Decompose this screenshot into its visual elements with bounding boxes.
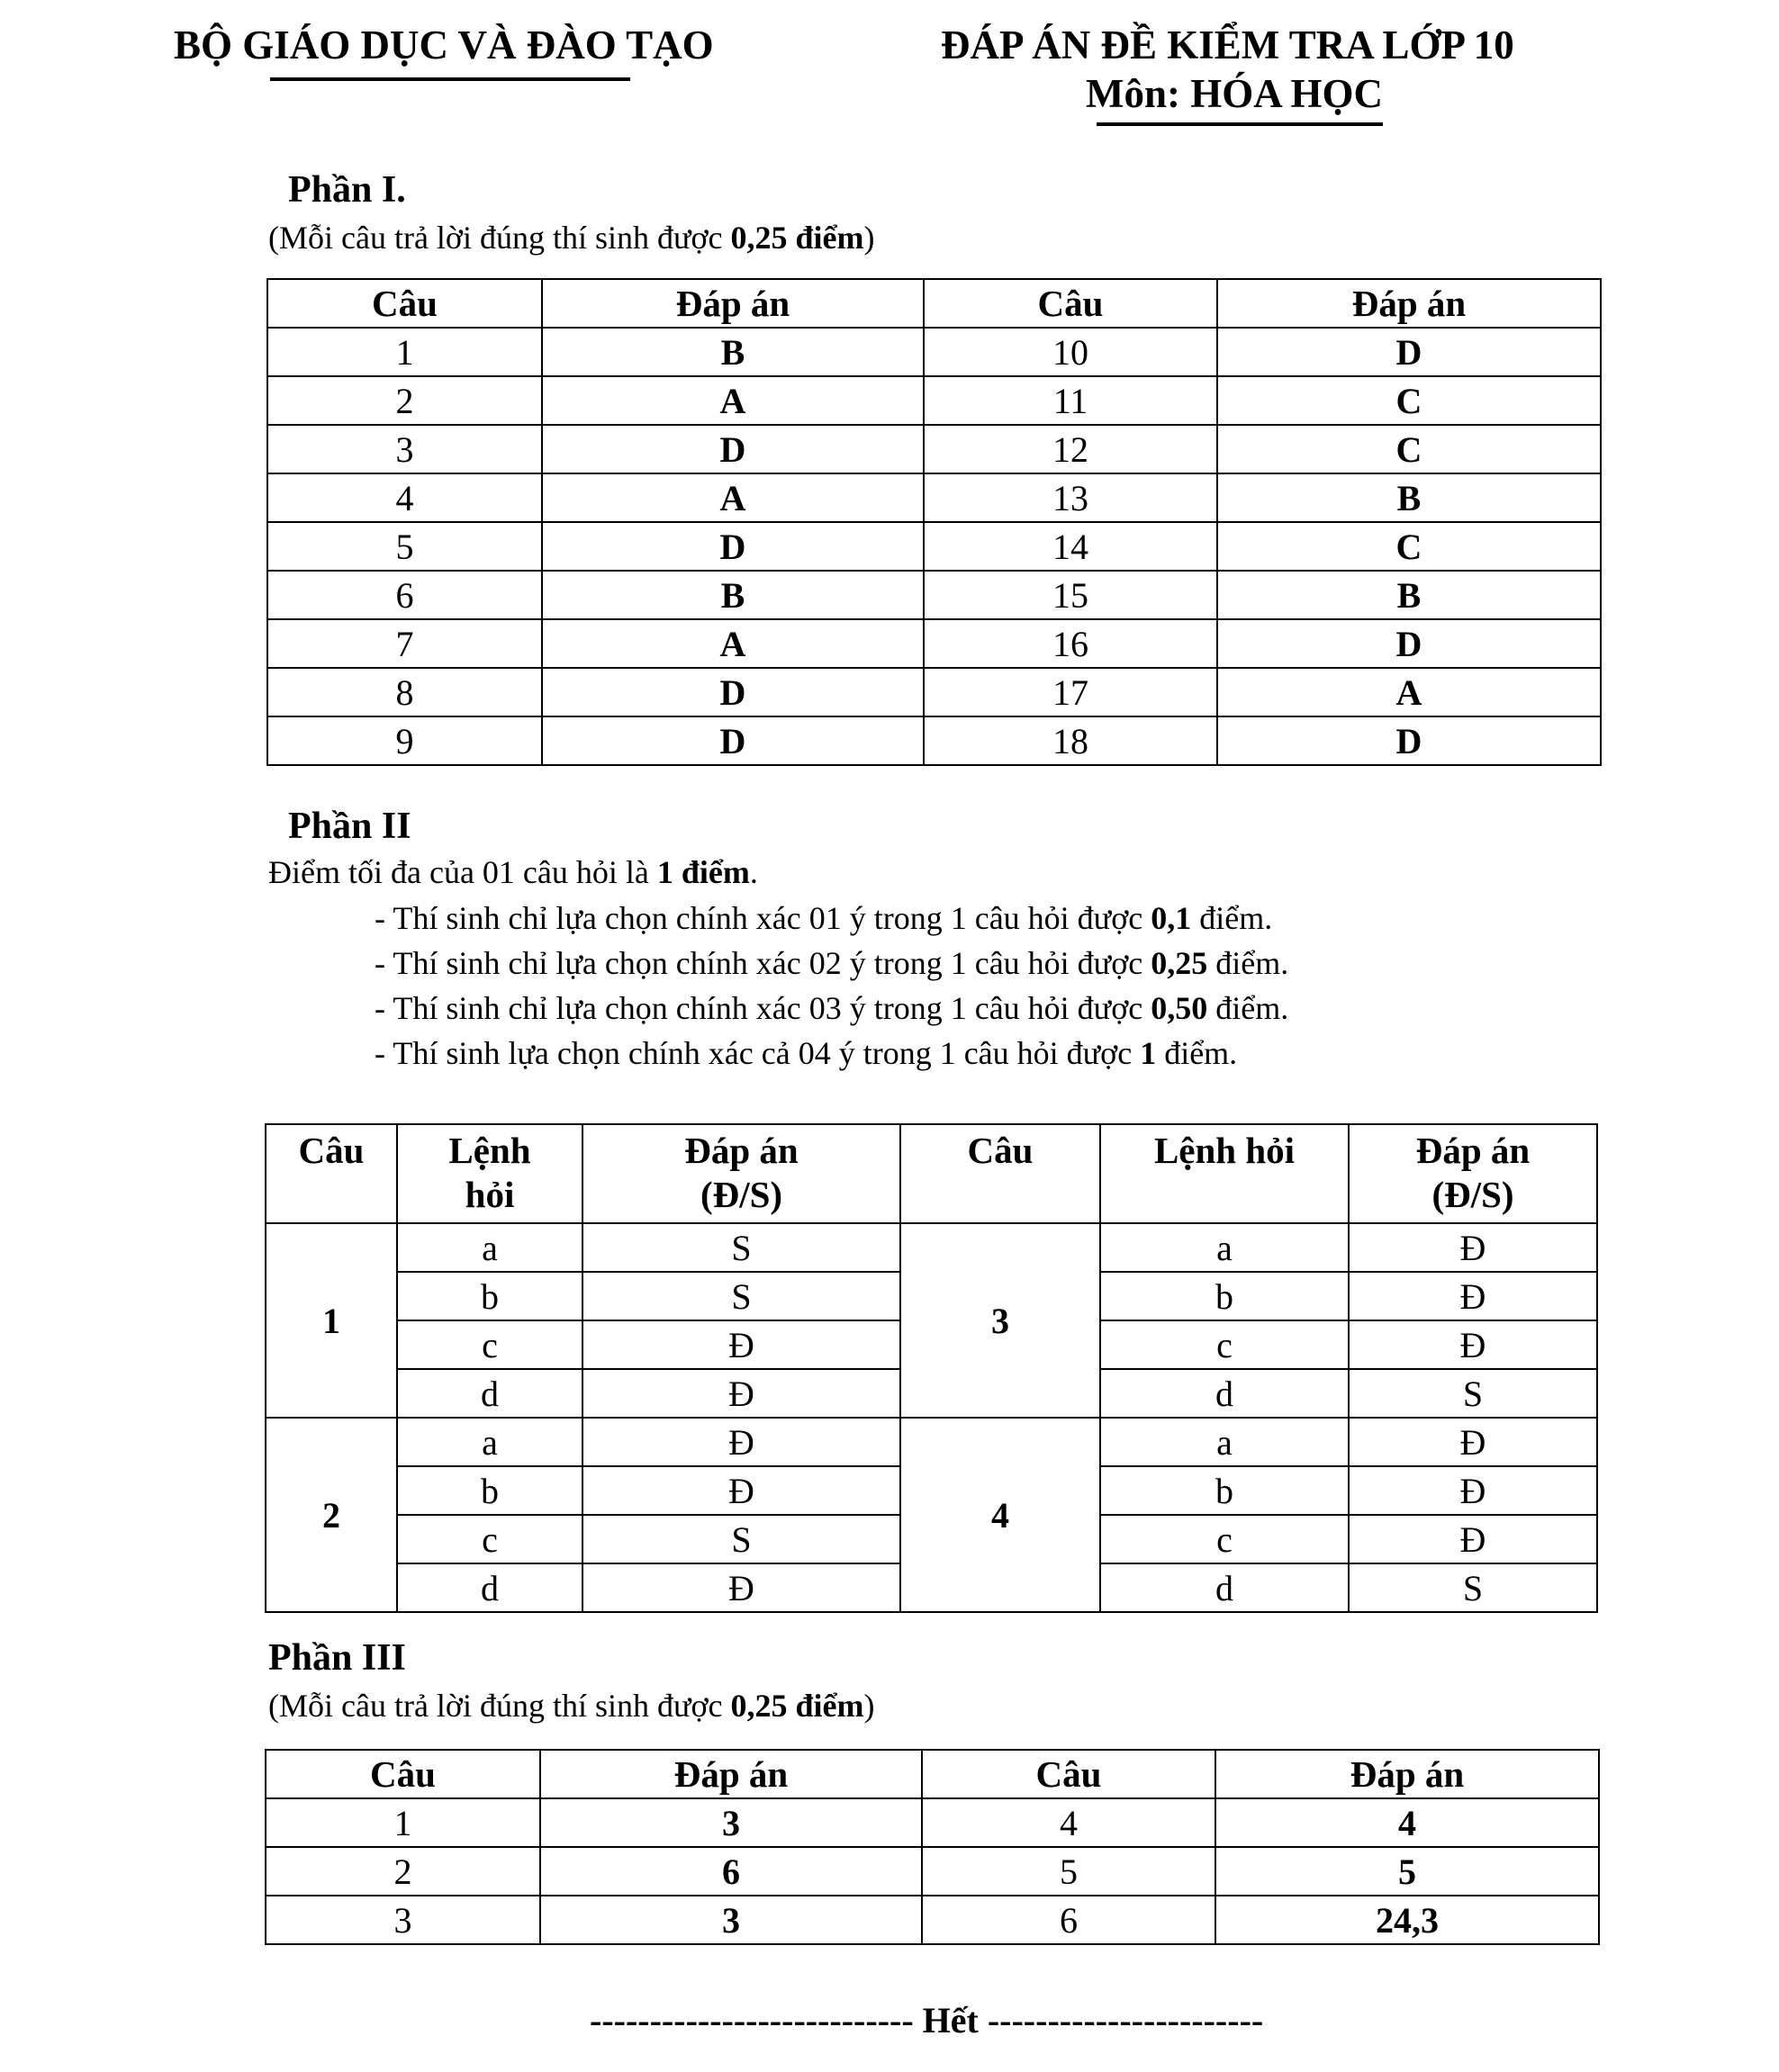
- table-cell: C: [1217, 376, 1601, 425]
- table-cell: D: [542, 425, 924, 473]
- table-cell: 18: [924, 716, 1217, 765]
- table-row: [266, 1223, 1597, 1272]
- org-underline: [270, 77, 630, 81]
- table-cell: c: [397, 1515, 582, 1563]
- table-cell: 4: [922, 1798, 1215, 1847]
- part2-intro-post: .: [749, 854, 758, 890]
- header-cell: Câu: [922, 1750, 1215, 1798]
- table-cell: a: [1100, 1223, 1349, 1272]
- bullet-text: - Thí sinh chỉ lựa chọn chính xác 02 ý trong 1 câu hỏi được: [375, 945, 1151, 981]
- header-cell: Đáp án: [542, 279, 924, 328]
- table-row: [267, 668, 1601, 716]
- document-title: ĐÁP ÁN ĐỀ KIỂM TRA LỚP 10: [941, 23, 1514, 68]
- table-cell: 6: [540, 1847, 922, 1896]
- table-cell: c: [1100, 1320, 1349, 1369]
- table-cell: a: [1100, 1418, 1349, 1466]
- table-cell: 6: [922, 1896, 1215, 1944]
- part1-note-post: ): [863, 220, 875, 256]
- table-cell: Đ: [582, 1369, 900, 1418]
- table-cell: D: [1217, 328, 1601, 376]
- bullet-text: - Thí sinh lựa chọn chính xác cả 04 ý trong 1 câu hỏi được: [375, 1035, 1141, 1071]
- part3-title: Phần III: [268, 1637, 406, 1679]
- bullet-text: điểm.: [1156, 1035, 1238, 1071]
- table-cell: D: [542, 668, 924, 716]
- table-cell: 11: [924, 376, 1217, 425]
- table-header-row: [266, 1124, 1597, 1223]
- table-cell: 13: [924, 473, 1217, 522]
- table-cell: Đ: [1349, 1272, 1597, 1320]
- table-cell: B: [1217, 473, 1601, 522]
- part2-title: Phần II: [288, 806, 411, 847]
- table-cell: A: [1217, 668, 1601, 716]
- table-cell: c: [397, 1320, 582, 1369]
- table-cell: 14: [924, 522, 1217, 571]
- table-cell: C: [1217, 425, 1601, 473]
- table-cell: Đ: [1349, 1466, 1597, 1515]
- table-cell: 4: [1215, 1798, 1599, 1847]
- table-cell: 9: [267, 716, 542, 765]
- table-cell: b: [1100, 1272, 1349, 1320]
- table-cell: A: [542, 619, 924, 668]
- header-cell: Đáp án: [1217, 279, 1601, 328]
- header-line: Đáp án: [1415, 1130, 1531, 1171]
- part3-note-post: ): [863, 1688, 875, 1724]
- table-cell: a: [397, 1223, 582, 1272]
- table-cell: B: [1217, 571, 1601, 619]
- header-line: (Đ/S): [700, 1174, 783, 1216]
- table-row: [266, 1847, 1599, 1896]
- table-cell: A: [542, 473, 924, 522]
- table-row: [267, 473, 1601, 522]
- table-cell: B: [542, 571, 924, 619]
- header-cell: Câu: [266, 1750, 540, 1798]
- table-cell: Đ: [1349, 1418, 1597, 1466]
- table-cell: 3: [266, 1896, 540, 1944]
- subject-title: Môn: HÓA HỌC: [1086, 71, 1384, 116]
- bullet-bold: 1: [1140, 1035, 1157, 1071]
- table-cell: d: [1100, 1369, 1349, 1418]
- table-row: [267, 716, 1601, 765]
- table-row: [267, 376, 1601, 425]
- question-number-cell: 4: [900, 1418, 1100, 1612]
- table-cell: D: [542, 522, 924, 571]
- header-line: hỏi: [465, 1174, 515, 1216]
- header-line: (Đ/S): [1431, 1174, 1514, 1216]
- bullet-text: điểm.: [1207, 990, 1289, 1026]
- table-row: [267, 425, 1601, 473]
- table-cell: 1: [267, 328, 542, 376]
- table-cell: Đ: [582, 1563, 900, 1612]
- header-line: Đáp án: [684, 1130, 799, 1171]
- part3-note-pre: (Mỗi câu trả lời đúng thí sinh được: [268, 1688, 731, 1724]
- part1-answer-table: [266, 278, 1602, 766]
- part2-intro: [268, 856, 758, 888]
- table-cell: A: [542, 376, 924, 425]
- part2-bullet: [375, 992, 1288, 1024]
- table-row: [267, 522, 1601, 571]
- part2-intro-bold: 1 điểm: [656, 854, 750, 890]
- end-marker: --------------------------- Hết -----------------------: [590, 2000, 1264, 2040]
- bullet-text: điểm.: [1191, 900, 1273, 936]
- header-cell: [397, 1124, 582, 1223]
- header-cell: [582, 1124, 900, 1223]
- table-cell: 2: [267, 376, 542, 425]
- part3-note: [268, 1689, 875, 1722]
- table-cell: b: [397, 1272, 582, 1320]
- table-cell: 3: [540, 1896, 922, 1944]
- question-number-cell: 2: [266, 1418, 397, 1612]
- table-cell: S: [1349, 1563, 1597, 1612]
- table-cell: 17: [924, 668, 1217, 716]
- table-row: [266, 1896, 1599, 1944]
- table-cell: C: [1217, 522, 1601, 571]
- table-cell: D: [542, 716, 924, 765]
- question-number-cell: 1: [266, 1223, 397, 1418]
- table-cell: 3: [540, 1798, 922, 1847]
- header-cell: Câu: [266, 1124, 397, 1223]
- table-cell: 24,3: [1215, 1896, 1599, 1944]
- table-cell: 5: [267, 522, 542, 571]
- table-row: [266, 1418, 1597, 1466]
- table-row: [267, 571, 1601, 619]
- header-cell: Câu: [900, 1124, 1100, 1223]
- table-cell: S: [582, 1272, 900, 1320]
- org-name: BỘ GIÁO DỤC VÀ ĐÀO TẠO: [174, 23, 714, 68]
- bullet-text: - Thí sinh chỉ lựa chọn chính xác 01 ý trong 1 câu hỏi được: [375, 900, 1151, 936]
- part3-answer-table: [265, 1749, 1600, 1945]
- table-cell: b: [1100, 1466, 1349, 1515]
- part2-bullet: [375, 902, 1272, 934]
- table-row: [267, 328, 1601, 376]
- part2-intro-pre: Điểm tối đa của 01 câu hỏi là: [268, 854, 657, 890]
- part2-answer-table: [265, 1123, 1598, 1613]
- subject-underline: [1097, 122, 1383, 126]
- table-cell: 4: [267, 473, 542, 522]
- header-cell: Lệnh hỏi: [1100, 1124, 1349, 1223]
- table-cell: d: [397, 1563, 582, 1612]
- table-cell: 1: [266, 1798, 540, 1847]
- table-cell: D: [1217, 619, 1601, 668]
- bullet-text: - Thí sinh chỉ lựa chọn chính xác 03 ý trong 1 câu hỏi được: [375, 990, 1151, 1026]
- header-line: Lệnh: [448, 1130, 531, 1171]
- table-cell: 15: [924, 571, 1217, 619]
- table-cell: Đ: [1349, 1223, 1597, 1272]
- table-cell: 7: [267, 619, 542, 668]
- bullet-bold: 0,1: [1151, 900, 1192, 936]
- table-cell: Đ: [1349, 1320, 1597, 1369]
- bullet-bold: 0,25: [1151, 945, 1208, 981]
- table-cell: 8: [267, 668, 542, 716]
- table-row: [266, 1798, 1599, 1847]
- table-cell: 2: [266, 1847, 540, 1896]
- table-cell: S: [582, 1515, 900, 1563]
- header-cell: Đáp án: [540, 1750, 922, 1798]
- table-cell: d: [1100, 1563, 1349, 1612]
- part2-bullet: [375, 1037, 1237, 1069]
- table-row: [267, 619, 1601, 668]
- table-cell: S: [1349, 1369, 1597, 1418]
- part3-note-bold: 0,25 điểm: [730, 1688, 864, 1724]
- table-cell: 5: [922, 1847, 1215, 1896]
- header-cell: Đáp án: [1215, 1750, 1599, 1798]
- table-cell: 3: [267, 425, 542, 473]
- table-cell: 10: [924, 328, 1217, 376]
- question-number-cell: 3: [900, 1223, 1100, 1418]
- table-header-row: [267, 279, 1601, 328]
- header-cell: Câu: [924, 279, 1217, 328]
- part1-note: [268, 221, 875, 254]
- table-cell: Đ: [582, 1466, 900, 1515]
- part1-title: Phần I.: [288, 169, 406, 211]
- table-cell: B: [542, 328, 924, 376]
- table-cell: 12: [924, 425, 1217, 473]
- part2-bullet: [375, 947, 1288, 979]
- part1-note-pre: (Mỗi câu trả lời đúng thí sinh được: [268, 220, 731, 256]
- bullet-text: điểm.: [1207, 945, 1289, 981]
- part1-note-bold: 0,25 điểm: [730, 220, 864, 256]
- table-cell: 16: [924, 619, 1217, 668]
- header-cell: [1349, 1124, 1597, 1223]
- table-cell: c: [1100, 1515, 1349, 1563]
- table-cell: Đ: [1349, 1515, 1597, 1563]
- table-cell: Đ: [582, 1320, 900, 1369]
- header-cell: Câu: [267, 279, 542, 328]
- table-cell: d: [397, 1369, 582, 1418]
- table-cell: a: [397, 1418, 582, 1466]
- table-cell: D: [1217, 716, 1601, 765]
- table-cell: 6: [267, 571, 542, 619]
- table-header-row: [266, 1750, 1599, 1798]
- table-cell: S: [582, 1223, 900, 1272]
- table-cell: b: [397, 1466, 582, 1515]
- table-cell: Đ: [582, 1418, 900, 1466]
- bullet-bold: 0,50: [1151, 990, 1208, 1026]
- table-cell: 5: [1215, 1847, 1599, 1896]
